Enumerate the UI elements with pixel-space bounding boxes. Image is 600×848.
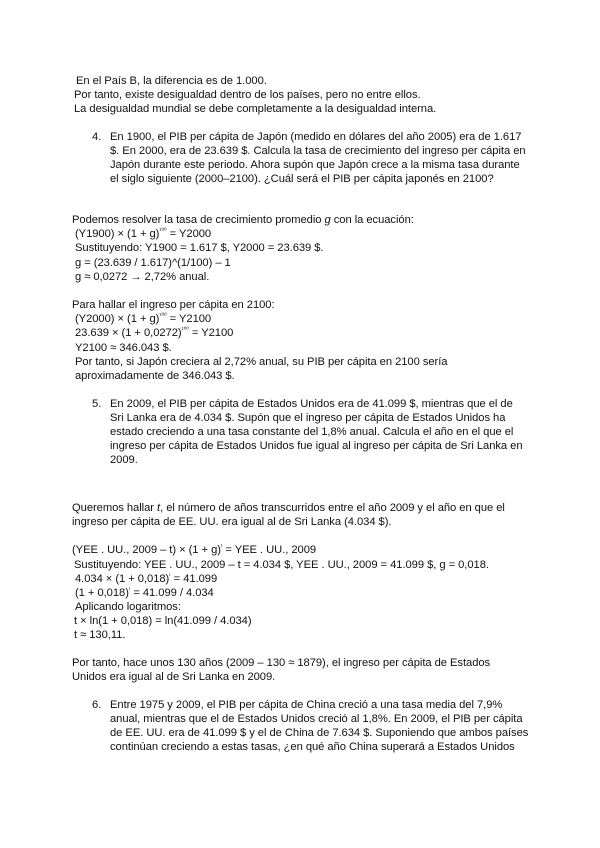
intro-line: La desigualdad mundial se debe completamente a la desigualdad interna. [74, 103, 437, 115]
equation-line: Aplicando logaritmos: [75, 601, 181, 613]
question-line: En 1900, el PIB per cápita de Japón (medido en dólares del año 2005) era de 1.617 [110, 131, 522, 143]
question-number: 5. [92, 398, 102, 410]
question-line: 2009. [110, 454, 138, 466]
variable-g: g [324, 214, 331, 226]
exponent: ¹⁰⁰ [159, 227, 167, 235]
answer-line: aproximadamente de 346.043 $. [75, 370, 235, 382]
question-line: $. En 2000, era de 23.639 $. Calcula la tasa de crecimiento del ingreso per cápita en [110, 145, 526, 157]
question-line: Sri Lanka era de 4.034 $. Supón que el ingreso per cápita de Estados Unidos ha [110, 412, 506, 424]
equation-line: t ≈ 130,11. [74, 629, 126, 641]
equation-line: Y2100 ≈ 346.043 $. [75, 342, 172, 354]
answer-line: Por tanto, si Japón creciera al 2,72% anual, su PIB per cápita en 2100 sería [75, 356, 448, 368]
answer-line: Por tanto, hace unos 130 años (2009 – 130 ≈ 1879), el ingreso per cápita de Estados [72, 657, 491, 669]
question-line: ingreso per cápita de Estados Unidos fue igual al ingreso per cápita de Sri Lanka en [110, 440, 523, 452]
intro-line: En el País B, la diferencia es de 1.000. [76, 75, 267, 87]
question-line: continúan creciendo a estas tasas, ¿en qué año China superará a Estados Unidos [110, 741, 515, 753]
question-line: anual, mientras que el de Estados Unidos creció al 1,8%. En 2009, el PIB per cápita [110, 713, 523, 725]
exponent: ¹⁰⁰ [159, 312, 167, 320]
answer-line: Podemos resolver la tasa de crecimiento promedio g con la ecuación: [72, 214, 414, 226]
question-line: estado creciendo a una tasa constante del 1,8% anual. Calcula el año en el que el [110, 426, 514, 438]
exponent: ᵗ [220, 543, 223, 551]
equation-line: t × ln(1 + 0,018) = ln(41.099 / 4.034) [74, 615, 252, 627]
equation-line: g = (23.639 / 1.617)^(1/100) – 1 [75, 257, 231, 269]
equation-line: $(1 + 0,018)^ᵗ = 41.099 / 4.034$ [75, 586, 214, 599]
intro-line: Por tanto, existe desigualdad dentro de los países, pero no entre ellos. [74, 89, 421, 101]
question-line: En 2009, el PIB per cápita de Estados Unidos era de 41.099 $, mientras que el de [110, 398, 513, 410]
question-number: 4. [92, 131, 102, 143]
equation-line: $4.034 \times (1 + 0,018)^ᵗ = 41.099$ [75, 572, 218, 585]
question-line: de EE. UU. era de 41.099 $ y el de China de 7.634 $. Suponiendo que ambos países [110, 727, 529, 739]
question-number: 6. [92, 699, 102, 711]
equation-line: Sustituyendo: YEE . UU., 2009 – t = 4.034 $, YEE . UU., 2009 = 41.099 $, g = 0,018. [74, 559, 489, 571]
exponent: ᵗ [169, 572, 171, 580]
question-line: Entre 1975 y 2009, el PIB per cápita de China creció a una tasa media del 7,9% [110, 699, 503, 711]
answer-line: ingreso per cápita de EE. UU. era igual al de Sri Lanka (4.034 $). [72, 516, 392, 528]
answer-line: Para hallar el ingreso per cápita en 2100: [72, 299, 275, 311]
exponent: ᵗ [128, 586, 131, 594]
equation-line: (YEE . UU., $2009 - t) \times (1 + g)^ᵗ$ = YEE . UU., 2009 [72, 543, 317, 556]
equation-line: Sustituyendo: Y1900 = 1.617 $, Y2000 = 23.639 $. [75, 242, 324, 254]
variable-t: t [157, 502, 161, 514]
equation-line: $(Y1900) \times (1 + g)^{^{100}} = Y2000$ [75, 227, 212, 240]
answer-line: Queremos hallar t, el número de años transcurridos entre el año 2009 y el año en que el [72, 502, 505, 514]
equation-line: g ≈ 0,0272 → 2,72% anual. [75, 271, 210, 283]
equation-line: $(Y2000) \times (1 + g)^{^{100}} = Y2100$ [75, 312, 212, 325]
question-line: el siglo siguiente (2000–2100). ¿Cuál será el PIB per cápita japonés en 2100? [110, 173, 494, 185]
answer-line: Unidos era igual al de Sri Lanka en 2009. [72, 671, 276, 683]
equation-line: $23.639 \times (1 + 0,0272)^{^{100}} = Y2100$ [75, 326, 234, 339]
question-line: Japón durante este periodo. Ahora supón que Japón crece a la misma tasa durante [110, 159, 520, 171]
exponent: ¹⁰⁰ [181, 326, 189, 334]
